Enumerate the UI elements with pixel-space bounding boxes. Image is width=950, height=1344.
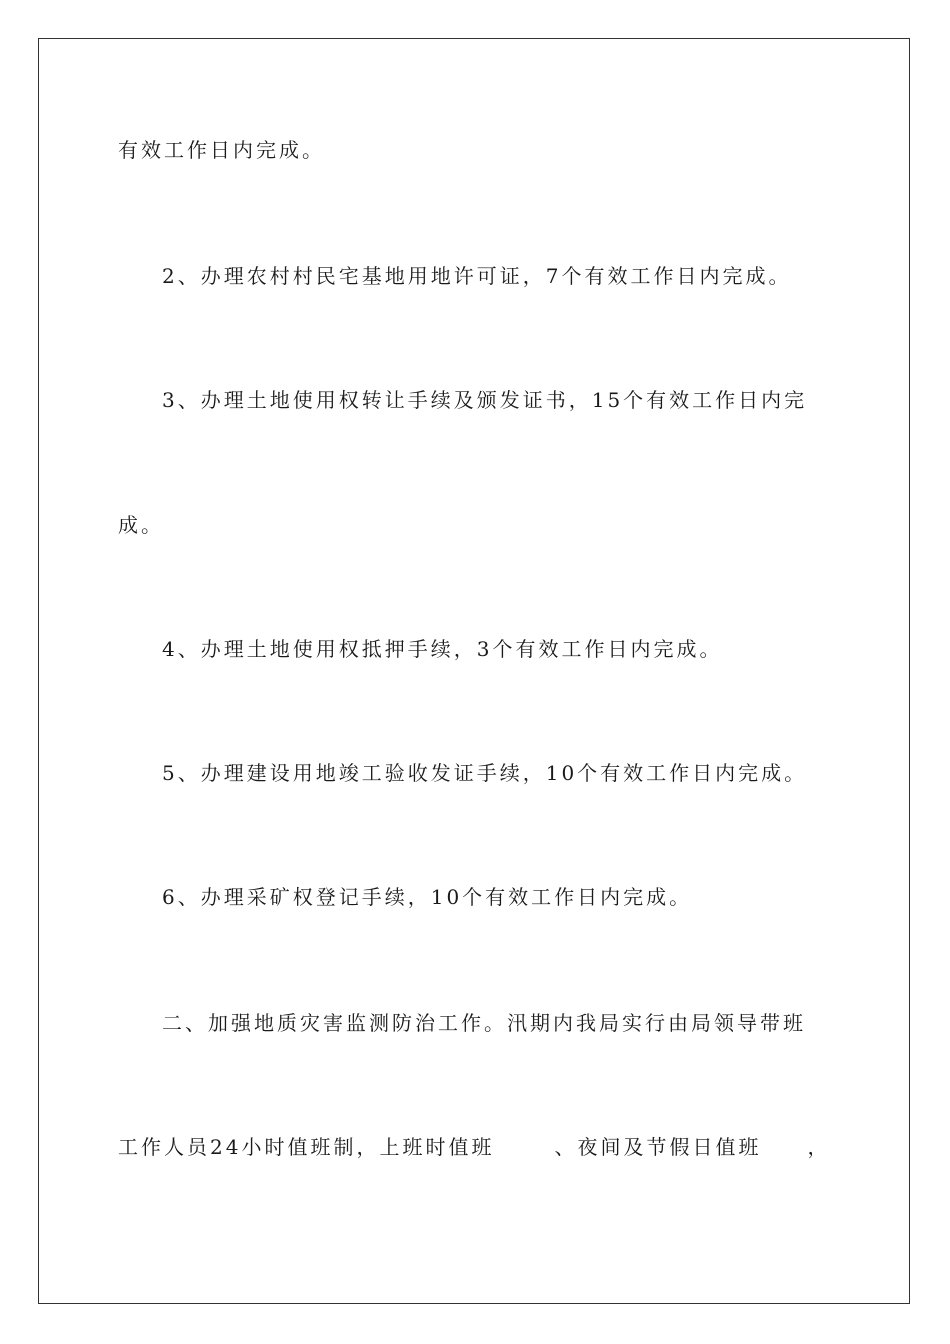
text-line-8: 二、加强地质灾害监测防治工作。汛期内我局实行由局领导带班 xyxy=(162,1011,806,1035)
text-line-1: 有效工作日内完成。 xyxy=(118,138,325,162)
text-line-2: 2、办理农村村民宅基地用地许可证，7个有效工作日内完成。 xyxy=(162,264,792,288)
text-line-9 xyxy=(118,1135,830,1159)
text-line-4: 成。 xyxy=(118,513,164,537)
text-line-7: 6、办理采矿权登记手续，10个有效工作日内完成。 xyxy=(162,885,693,909)
page-frame xyxy=(38,38,910,1304)
text-line-9-part3: ， xyxy=(807,1135,831,1159)
text-line-9-part2: 、夜间及节假日值班 xyxy=(554,1135,762,1159)
text-line-5: 4、办理土地使用权抵押手续，3个有效工作日内完成。 xyxy=(162,637,723,661)
text-line-9-part1: 工作人员24小时值班制，上班时值班 xyxy=(118,1135,495,1159)
text-line-3: 3、办理土地使用权转让手续及颁发证书，15个有效工作日内完 xyxy=(162,388,808,412)
text-line-6: 5、办理建设用地竣工验收发证手续，10个有效工作日内完成。 xyxy=(162,761,808,785)
